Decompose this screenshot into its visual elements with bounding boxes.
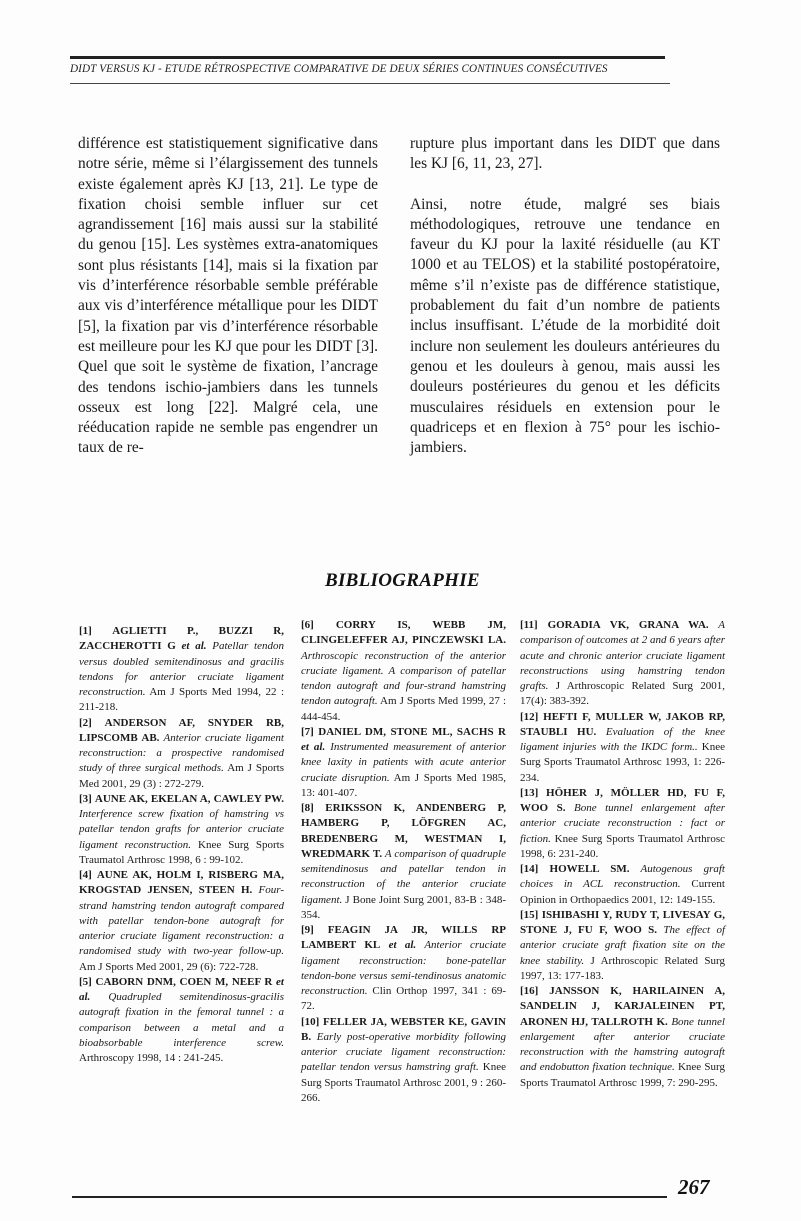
- reference-authors: CORRY IS, WEBB JM, CLINGELEFFER AJ, PINCZEWSKI LA.: [301, 619, 506, 647]
- reference-number: [8]: [301, 802, 314, 814]
- reference-source: Am J Sports Med 1985, 13: 401-407.: [301, 771, 506, 799]
- reference-source: J Bone Joint Surg 2001, 83-B : 348-354.: [301, 893, 506, 921]
- reference-entry: [301, 725, 506, 801]
- reference-entry: [520, 618, 725, 710]
- reference-title: Arthroscopic reconstruction of the anterior cruciate ligament. A comparison of patellar tendon autograft and four-strand hamstring tendon autograft.: [301, 649, 506, 708]
- reference-source: J Arthroscopic Related Surg 2001, 17(4): 383-392.: [520, 680, 725, 708]
- reference-authors: AUNE AK, EKELAN A, CAWLEY PW.: [94, 792, 284, 805]
- body-column-right: [410, 134, 720, 458]
- reference-source: Arthroscopy 1998, 14 : 241-245.: [79, 1052, 224, 1064]
- reference-et-al: et al.: [380, 939, 417, 952]
- reference-entry: [301, 618, 506, 725]
- reference-number: [4]: [79, 869, 92, 881]
- reference-number: [16]: [520, 985, 539, 997]
- reference-authors: AUNE AK, HOLM I, RISBERG MA, KROGSTAD JENSEN, STEEN H.: [79, 869, 284, 897]
- reference-authors: DANIEL DM, STONE ML, SACHS R: [318, 725, 506, 738]
- reference-entry: [79, 716, 284, 792]
- reference-entry: [79, 868, 284, 975]
- reference-authors: CABORN DNM, COEN M, NEEF R: [95, 975, 273, 988]
- reference-title: Interference screw fixation of hamstring vs patellar tendon grafts for anterior cruciate ligament reconstruction.: [79, 808, 284, 851]
- bibliography-column-2: [301, 618, 506, 1106]
- reference-title: Bone tunnel enlargement after anterior cruciate reconstruction : fact or fiction.: [520, 802, 725, 845]
- reference-authors: GORADIA VK, GRANA WA.: [547, 619, 709, 631]
- header-rule-bottom: [70, 83, 670, 84]
- reference-source: Clin Orthop 1997, 341 : 69-72.: [301, 985, 506, 1013]
- reference-title: Evaluation of the knee ligament injuries with the IKDC form..: [520, 725, 725, 753]
- reference-title: A comparison of outcomes at 2 and 6 years after acute and chronic anterior cruciate ligament reconstructions using hamstring tendon grafts.: [520, 619, 725, 692]
- reference-number: [12]: [520, 710, 539, 723]
- reference-source: Am J Sports Med 1999, 27 : 444-454.: [301, 695, 506, 723]
- reference-authors: AGLIETTI P., BUZZI R, ZACCHEROTTI G: [79, 625, 284, 653]
- reference-number: [15]: [520, 908, 539, 921]
- body-column-left: [78, 134, 378, 459]
- reference-authors: HOWELL SM.: [549, 863, 630, 875]
- reference-et-al: et al.: [79, 975, 284, 1003]
- running-title: DIDT VERSUS KJ - ETUDE RÉTROSPECTIVE COMPARATIVE DE DEUX SÉRIES CONTINUES CONSÉCUTIVES: [70, 63, 608, 75]
- reference-title: Anterior cruciate ligament reconstruction: bone-patellar tendon-bone versus semi-tendinosus anatomic reconstruction.: [301, 939, 506, 997]
- reference-title: Autogenous graft choices in ACL reconstruction.: [520, 863, 725, 891]
- reference-entry: [520, 908, 725, 984]
- reference-source: Am J Sports Med 1994, 22 : 211-218.: [79, 686, 284, 714]
- reference-authors: JANSSON K, HARILAINEN A, SANDELIN J, KARJALEINEN PT, ARONEN HJ, TALLROTH K.: [520, 985, 726, 1028]
- reference-entry: [301, 923, 506, 1015]
- reference-title: The effect of anterior cruciate graft fixation site on the knee stability.: [520, 924, 725, 967]
- reference-source: Knee Surg Sports Traumatol Arthrosc 1999, 7: 290-295.: [520, 1061, 725, 1089]
- bibliography-column-3: [520, 618, 725, 1091]
- paragraph: rupture plus important dans les DIDT que dans les KJ [6, 11, 23, 27].: [410, 135, 720, 173]
- reference-title: Instrumented measurement of anterior knee laxity in patients with acute anterior cruciate disruption.: [301, 741, 506, 784]
- reference-source: Knee Surg Sports Traumatol Arthrosc 1998, 6: 231-240.: [520, 832, 725, 860]
- reference-et-al: et al.: [175, 640, 207, 653]
- bibliography-heading: BIBLIOGRAPHIE: [325, 570, 480, 591]
- reference-entry: [79, 975, 284, 1067]
- page-number: 267: [678, 1175, 710, 1199]
- reference-title: Patellar tendon versus doubled semitendinosus and gracilis tendons for anterior cruciate ligament reconstruction.: [79, 640, 284, 698]
- reference-entry: [520, 786, 725, 862]
- reference-number: [3]: [79, 792, 92, 805]
- reference-source: Current Opinion in Orthopaedics 2001, 12: 149-155.: [520, 878, 725, 906]
- reference-title: A comparison of quadruple semitendinosus and patellar tendon in reconstruction of the anterior cruciate ligament.: [301, 847, 506, 906]
- reference-source: J Arthroscopic Related Surg 1997, 13: 177-183.: [520, 954, 726, 982]
- reference-authors: ISHIBASHI Y, RUDY T, LIVESAY G, STONE J, FU F, WOO S.: [520, 908, 725, 936]
- reference-entry: [520, 862, 725, 908]
- reference-number: [14]: [520, 863, 539, 875]
- reference-authors: FEAGIN JA JR, WILLS RP LAMBERT KL: [301, 924, 506, 952]
- reference-entry: [79, 792, 284, 868]
- reference-number: [13]: [520, 786, 539, 799]
- reference-title: Four-strand hamstring tendon autograft compared with patellar tendon-bone autograft for anterior cruciate ligament reconstruction: a randomised study with two-year follow-up.: [79, 884, 284, 958]
- reference-source: Knee Surg Sports Traumatol Arthrosc 2001, 9 : 260-266.: [301, 1061, 507, 1104]
- reference-authors: HÖHER J, MÖLLER HD, FU F, WOO S.: [520, 786, 725, 814]
- reference-title: Bone tunnel enlargement after anterior cruciate reconstruction with the hamstring autograft and endobutton fixation technique.: [520, 1015, 725, 1074]
- footer-rule: [72, 1196, 667, 1198]
- reference-title: Quadrupled semitendinosus-gracilis autograft fixation in the femoral tunnel : a comparison between a metal and a bioabsorbable interference screw.: [79, 991, 284, 1049]
- reference-authors: ANDERSON AF, SNYDER RB, LIPSCOMB AB.: [79, 716, 284, 744]
- reference-authors: FELLER JA, WEBSTER KE, GAVIN B.: [301, 1015, 506, 1043]
- reference-et-al: et al.: [301, 741, 326, 753]
- reference-number: [11]: [520, 619, 538, 631]
- reference-title: Early post-operative morbidity following anterior cruciate ligament reconstruction: patellar tendon versus hamstring graft.: [301, 1030, 506, 1074]
- reference-source: Am J Sports Med 2001, 29 (6): 722-728.: [79, 960, 259, 973]
- reference-entry: [520, 984, 725, 1091]
- header-rule-top: [70, 56, 665, 59]
- reference-number: [5]: [79, 975, 92, 988]
- bibliography-column-1: [79, 624, 284, 1066]
- reference-number: [1]: [79, 625, 92, 637]
- reference-authors: ERIKSSON K, ANDENBERG P, HAMBERG P, LÖFGREN AC, BREDENBERG M, WESTMAN I, WREDMARK T.: [301, 802, 506, 860]
- reference-title: Anterior cruciate ligament reconstruction: a prospective randomised study of three surgical methods.: [79, 731, 284, 775]
- reference-number: [6]: [301, 619, 314, 631]
- paragraph: différence est statistiquement significative dans notre série, même si l’élargissement des tunnels existe également après KJ [13, 21]. Le type de fixation choisi semble influer sur cet agrandissement [16] mais aussi sur la stabilité du genou [15]. Les systèmes extra-anatomiques sont plus résistants [14], mais si la fixation par vis d’interférence résorbable semble préférable aux vis d’interférence métallique pour les DIDT [5], la fixation par vis d’interférence résorbable est meilleure pour les KJ que pour les DIDT [3]. Quel que soit le système de fixation, l’ancrage des tendons ischio-jambiers dans les tunnels osseux est long [22]. Malgré cela, une rééducation rapide ne semble pas engendrer un taux de re-: [78, 135, 378, 457]
- paragraph: Ainsi, notre étude, malgré ses biais méthodologiques, retrouve une tendance en faveur du KJ pour la laxité résiduelle (au KT 1000 et au TELOS) et la stabilité postopératoire, même s’il n’existe pas de différence statistique, probablement du fait d’un nombre de patients inclus insuffisant. L’étude de la morbidité doit inclure non seulement les douleurs antérieures du genou et les douleurs à genou, mais aussi les douleurs postérieures du genou et les déficits musculaires résiduels en extension pour le quadriceps et en flexion à 75° pour les ischio-jambiers.: [410, 195, 720, 457]
- reference-entry: [301, 1015, 506, 1107]
- reference-number: [7]: [301, 725, 314, 738]
- reference-entry: [301, 801, 506, 923]
- reference-number: [2]: [79, 716, 92, 729]
- reference-number: [10]: [301, 1015, 320, 1028]
- reference-number: [9]: [301, 924, 314, 936]
- reference-source: Am J Sports Med 2001, 29 (3) : 272-279.: [79, 762, 284, 790]
- reference-entry: [79, 624, 284, 716]
- reference-source: Knee Surg Sports Traumatol Arthrosc 1993, 1: 226-234.: [520, 741, 725, 784]
- reference-source: Knee Surg Sports Traumatol Arthrosc 1998, 6 : 99-102.: [79, 838, 284, 866]
- reference-entry: [520, 710, 725, 786]
- reference-authors: HEFTI F, MULLER W, JAKOB RP, STAUBLI HU.: [520, 710, 725, 738]
